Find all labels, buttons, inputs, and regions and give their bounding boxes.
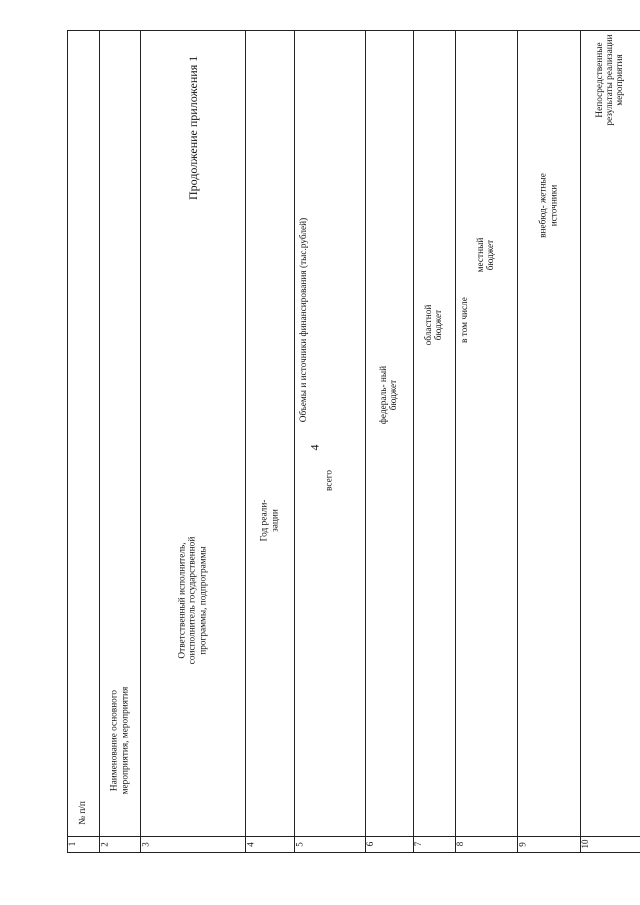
header-col-year: Год реали- зации bbox=[259, 499, 280, 541]
header-extra: внебюд- жетные источники bbox=[538, 172, 559, 238]
column-number-9: 9 bbox=[517, 841, 527, 847]
column-number-1: 1 bbox=[67, 841, 77, 847]
header-col-name: Наименование основного мероприятия, мероприятия bbox=[109, 686, 130, 794]
table-rule bbox=[67, 852, 640, 853]
column-number-2: 2 bbox=[99, 841, 109, 847]
table-rule bbox=[67, 30, 68, 852]
header-col-number: № п/п bbox=[77, 801, 88, 825]
page-number: 4 bbox=[307, 444, 322, 451]
column-number-5: 5 bbox=[294, 841, 304, 847]
table-rule bbox=[517, 30, 518, 852]
header-col-responsible: Ответственный исполнитель, соисполнитель государственной программы, подпрограммы bbox=[177, 536, 208, 664]
column-number-4: 4 bbox=[245, 841, 255, 847]
header-incl: в том числе bbox=[459, 297, 470, 343]
table-rule bbox=[413, 30, 414, 852]
table-rule bbox=[67, 30, 640, 31]
header-local: местный бюджет bbox=[475, 237, 496, 273]
header-regional: областной бюджет bbox=[423, 304, 444, 346]
column-number-8: 8 bbox=[455, 841, 465, 847]
header-col-results: Непосредственные результаты реализации мероприятия bbox=[594, 34, 626, 126]
header-total: всего bbox=[324, 469, 335, 491]
table-rule bbox=[365, 30, 366, 852]
table-rule bbox=[455, 30, 456, 852]
table-rule bbox=[245, 30, 246, 852]
column-number-7: 7 bbox=[413, 841, 423, 847]
column-number-6: 6 bbox=[365, 841, 375, 847]
header-finance-group: Объемы и источники финансирования (тыс.рублей) bbox=[298, 217, 309, 423]
column-number-3: 3 bbox=[140, 841, 150, 847]
column-number-10: 10 bbox=[580, 839, 590, 849]
table-rule bbox=[580, 30, 581, 852]
header-federal: федераль- ный бюджет bbox=[378, 365, 399, 425]
continuation-label: Продолжение приложения 1 bbox=[186, 55, 200, 200]
